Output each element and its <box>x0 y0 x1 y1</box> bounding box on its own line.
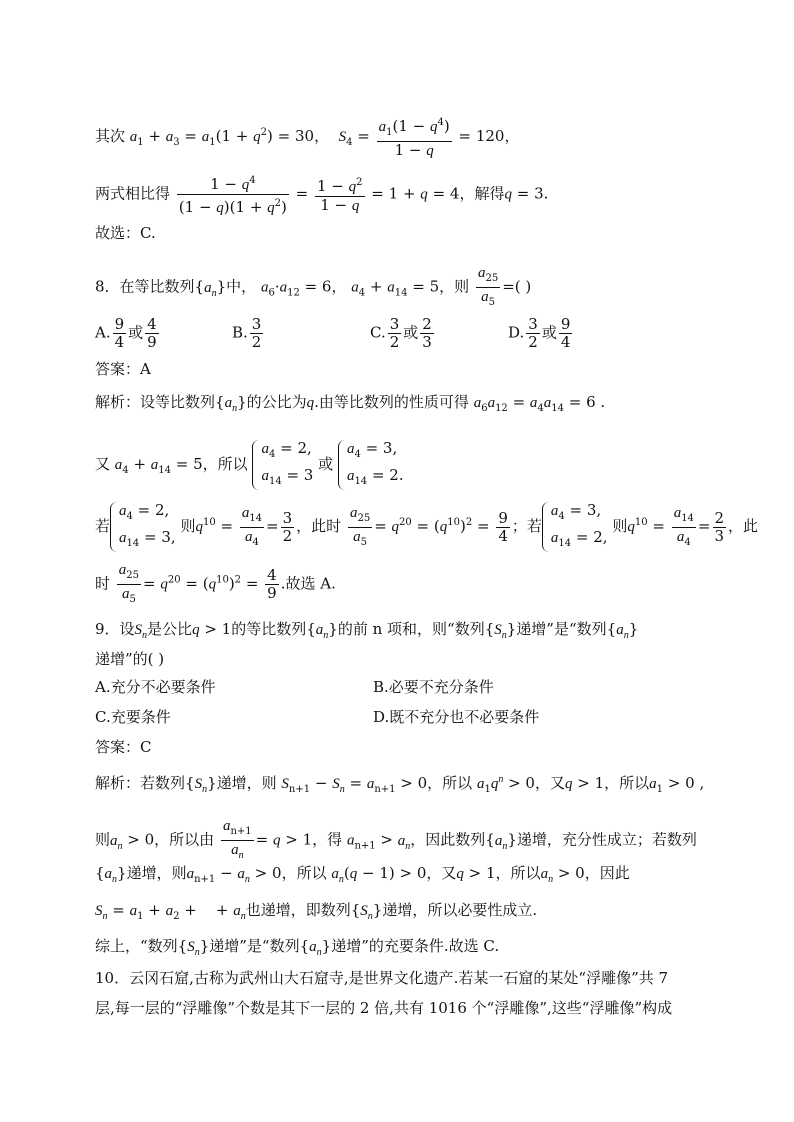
question-8-solution-3: 若 $a_4 = 2$, $a_{14} = 3$, 则$q^{10}$ = $\frac{a_{14}}{a_4}$ = $\frac{3}{2}$ ，此时 $\frac{a_{25}}{a_5}$ = $q^{20} = (q^{10})^2$ = $\frac{9}{4}$ ；若 $a_4 = 3$, $a_{14} = 2$, 则$q^{10}$ = $\frac{a_{14}}{a_4}$ = $\frac{2}{3}$ ，此 <box>95 500 758 554</box>
text: 递增”是“数列 <box>516 620 607 638</box>
text: ，所以 <box>427 774 473 792</box>
text: 的公比为 <box>246 393 307 411</box>
text: ，又 <box>534 774 565 792</box>
text: 或 <box>541 323 557 342</box>
text: 递增，所以必要性成立. <box>382 901 538 919</box>
text: ，又 <box>426 864 457 882</box>
text: ，所以由 <box>154 830 215 849</box>
question-9-answer: 答案：C <box>95 738 152 756</box>
question-8-option-b[interactable]: B. $\frac{3}{2}$ <box>232 315 262 351</box>
text: 两式相比得 <box>95 184 171 203</box>
text: ，因此 <box>584 864 630 882</box>
solution-line-1: 其次 $a_1 + a_3 = a_1(1 + q^2) = 30$， $S_4$ = $\frac{a_1(1 - q^4)}{1 - q}$ = 120， <box>95 114 519 160</box>
text: 的前 n 项和，则“数列 <box>337 620 485 638</box>
question-8-solution-4: 时 $\frac{a_{25}}{a_5}$ = $q^{20} = (q^{10})^2$ = $\frac{4}{9}$ .故选 A. <box>95 562 336 605</box>
text: 又 <box>95 455 111 473</box>
text: ， <box>331 277 347 296</box>
text: 9．设 <box>95 620 135 638</box>
text: ，所以 <box>202 455 248 473</box>
text: 的等比数列 <box>231 620 307 638</box>
text: 递增”是“数列 <box>209 937 300 955</box>
text: ，此 <box>728 517 759 535</box>
question-8-solution-1: 解析：设等比数列$\{a_n\}$的公比为q.由等比数列的性质可得 $a_6a_{12} = a_4a_{14} = 6$ . <box>95 393 606 414</box>
text: 递增，则 <box>126 864 187 882</box>
text: .故选 A. <box>280 574 336 593</box>
text: ( ) <box>514 277 532 296</box>
text: A. <box>95 323 111 342</box>
text: D. <box>508 323 525 342</box>
text: 时 <box>95 574 111 593</box>
question-9-option-c[interactable]: C.充要条件 <box>95 708 171 726</box>
answer-line: 故选：C. <box>95 224 156 242</box>
text: ，则 <box>439 277 470 296</box>
text: ，因此数列 <box>410 830 486 849</box>
text: 其次 <box>95 127 126 145</box>
text: ，此时 <box>296 517 342 535</box>
question-9-solution-5: 综上，“数列$\{S_n\}$递增”是“数列$\{a_n\}$递增”的充要条件.故选 C. <box>95 937 500 958</box>
question-8-option-a[interactable]: A. $\frac{9}{4}$ 或 $\frac{4}{9}$ <box>95 315 157 351</box>
text: ，所以 <box>604 774 650 792</box>
text: ， <box>314 127 330 145</box>
question-9-solution-2: 则$a_n > 0$，所以由 $\frac{a_{n+1}}{a_n}$ = q > 1，得 $a_{n+1} > a_n$，因此数列$\{a_n\}$递增，充分性成立；若数列 <box>95 818 697 861</box>
text: ，所以 <box>495 864 541 882</box>
question-9-option-a[interactable]: A.充分不必要条件 <box>95 678 216 696</box>
question-9-stem-2: 递增”的( ) <box>95 650 165 668</box>
question-9-solution-1: 解析：若数列$\{S_n\}$递增，则 $S_{n+1} - S_n = a_{n+1} > 0$，所以 $a_1q^n > 0$，又q > 1，所以$a_1 > 0$ , <box>95 774 705 795</box>
question-8-option-d[interactable]: D. $\frac{3}{2}$ 或 $\frac{9}{4}$ <box>508 315 571 351</box>
text: 8．在等比数列 <box>95 277 195 296</box>
question-9-option-b[interactable]: B.必要不充分条件 <box>373 678 494 696</box>
text: 中， <box>226 277 257 296</box>
text: B. <box>232 323 248 342</box>
question-9-stem-1: 9．设$S_n$是公比q > 1的等比数列$\{a_n\}$的前 n 项和，则“数列$\{S_n\}$递增”是“数列$\{a_n\}$ <box>95 620 639 641</box>
text: C. <box>370 323 386 342</box>
text: ，得 <box>312 830 343 849</box>
text: 递增”的充要条件.故选 C. <box>331 937 500 955</box>
text: ， <box>504 127 520 145</box>
question-10-line-2: 层,每一层的“浮雕像”个数是其下一层的 2 倍,共有 1016 个“浮雕像”,这些“浮雕像”构成 <box>95 999 673 1017</box>
text: .由等比数列的性质可得 <box>314 393 469 411</box>
text: 则 <box>95 830 111 849</box>
text: 则 <box>612 517 628 535</box>
text: 或 <box>403 323 419 342</box>
question-8-option-c[interactable]: C. $\frac{3}{2}$ 或 $\frac{2}{3}$ <box>370 315 432 351</box>
question-9-solution-4: $S_n = a_1 + a_2$ + + $a_n$也递增，即数列$\{S_n\}$递增，所以必要性成立. <box>95 901 538 922</box>
question-8-solution-2: 又 $a_4 + a_{14} = 5$，所以 $a_4 = 2$, $a_{14} = 3$ 或 $a_4 = 3$, $a_{14} = 2$. <box>95 438 404 492</box>
text: 若 <box>95 517 111 535</box>
text: 或 <box>128 323 144 342</box>
text: 递增，充分性成立；若数列 <box>516 830 697 849</box>
question-8-answer: 答案：A <box>95 360 151 378</box>
text: 也递增，即数列 <box>245 901 351 919</box>
text: 则 <box>180 517 196 535</box>
question-8-stem: 8．在等比数列$\{a_n\}$中， $a_6\cdot a_{12} = 6$， $a_4 + a_{14} = 5$，则 $\frac{a_{25}}{a_5}$ =( ) <box>95 265 532 308</box>
text: 综上，“数列 <box>95 937 178 955</box>
question-10-line-1: 10．云冈石窟,古称为武州山大石窟寺,是世界文化遗产.若某一石窟的某处“浮雕像”共 7 <box>95 969 669 987</box>
solution-line-2: 两式相比得 $\frac{1 - q^4}{(1 - q)(1 + q^2)}$ = $\frac{1 - q^2}{1 - q}$ = 1 + q = 4，解得q = 3. <box>95 172 548 217</box>
text: ，所以 <box>281 864 327 882</box>
text: ，解得 <box>459 184 505 203</box>
text: ；若 <box>511 517 542 535</box>
question-9-option-d[interactable]: D.既不充分也不必要条件 <box>373 708 540 726</box>
text: 递增，则 <box>216 774 277 792</box>
text: 解析：若数列 <box>95 774 186 792</box>
text: 或 <box>318 455 334 473</box>
text: 是公比 <box>147 620 193 638</box>
question-9-solution-3: $\{a_n\}$递增，则$a_{n+1} - a_n > 0$，所以 $a_n(q - 1) > 0$，又q > 1，所以$a_n > 0$，因此 <box>95 864 630 885</box>
text: 解析：设等比数列 <box>95 393 216 411</box>
